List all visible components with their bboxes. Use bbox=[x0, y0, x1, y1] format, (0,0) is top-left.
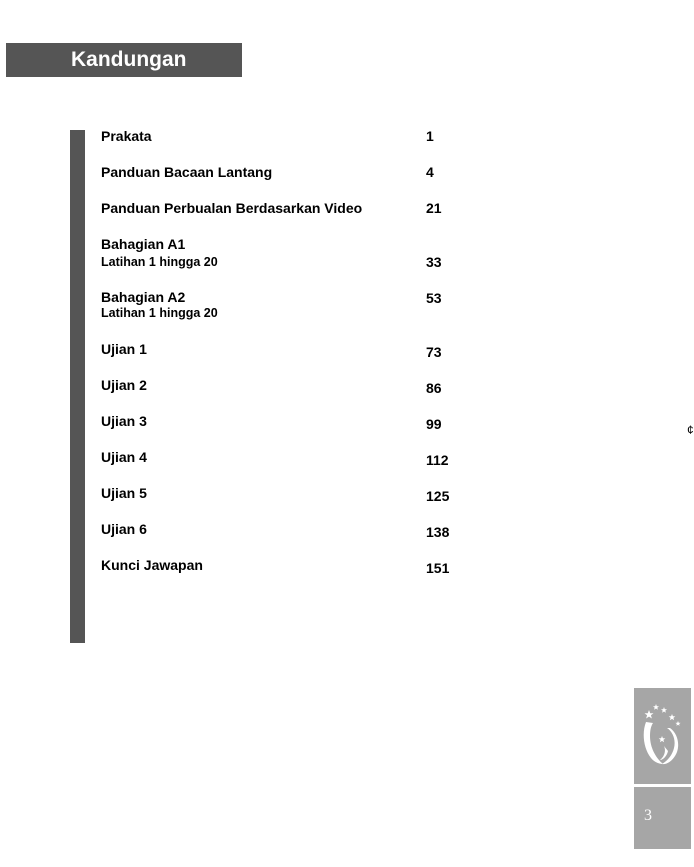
toc-entry-page[interactable]: 99 bbox=[426, 416, 442, 432]
toc-entry-subtitle: Latihan 1 hingga 20 bbox=[101, 255, 218, 269]
page-number: 3 bbox=[644, 807, 652, 824]
toc-entry-title[interactable]: Ujian 4 bbox=[101, 449, 147, 465]
toc-entry-page[interactable]: 112 bbox=[426, 452, 449, 468]
page-title: Kandungan bbox=[71, 48, 187, 71]
toc-entry-page[interactable]: 1 bbox=[426, 128, 434, 144]
toc-entry-page[interactable]: 53 bbox=[426, 290, 442, 306]
toc-entry-title[interactable]: Bahagian A2 bbox=[101, 289, 186, 305]
toc-entry-title[interactable]: Ujian 5 bbox=[101, 485, 147, 501]
toc-entry-page[interactable]: 151 bbox=[426, 560, 450, 576]
toc-entry-title[interactable]: Panduan Bacaan Lantang bbox=[101, 164, 273, 180]
toc-entry-title[interactable]: Ujian 6 bbox=[101, 521, 147, 537]
edge-mark: ¢ bbox=[687, 423, 694, 437]
toc-entry-title[interactable]: Ujian 2 bbox=[101, 377, 147, 393]
toc-entry-title[interactable]: Prakata bbox=[101, 128, 152, 144]
toc-entry-title[interactable]: Bahagian A1 bbox=[101, 236, 186, 252]
toc-entry-page[interactable]: 73 bbox=[426, 344, 442, 360]
toc-entry-title[interactable]: Panduan Perbualan Berdasarkan Video bbox=[101, 200, 363, 216]
logo-tab bbox=[634, 688, 691, 784]
toc-entry-page[interactable]: 125 bbox=[426, 488, 450, 504]
toc-entry-page[interactable]: 138 bbox=[426, 524, 450, 540]
toc-entry-page[interactable]: 21 bbox=[426, 200, 442, 216]
toc-entry-title[interactable]: Kunci Jawapan bbox=[101, 557, 203, 573]
toc-entry-title[interactable]: Ujian 3 bbox=[101, 413, 147, 429]
toc-entry-page[interactable]: 4 bbox=[426, 164, 434, 180]
family-stars-logo-icon bbox=[634, 688, 691, 784]
page-number-tab bbox=[634, 787, 691, 849]
toc-entry-page[interactable]: 86 bbox=[426, 380, 442, 396]
toc-entry-title[interactable]: Ujian 1 bbox=[101, 341, 147, 357]
toc-entry-page[interactable]: 33 bbox=[426, 254, 442, 270]
toc-entry-subtitle: Latihan 1 hingga 20 bbox=[101, 306, 218, 320]
